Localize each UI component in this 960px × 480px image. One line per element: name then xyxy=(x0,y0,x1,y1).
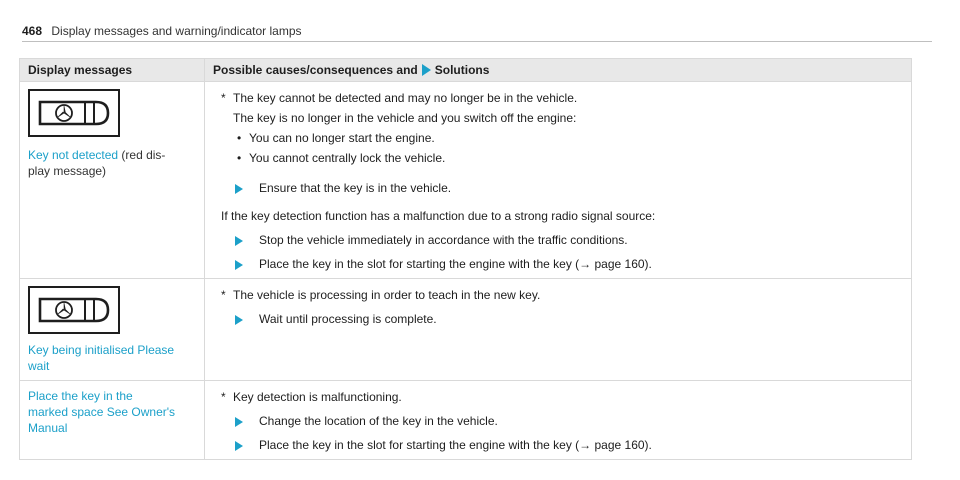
action-arrow-icon xyxy=(235,236,243,246)
causes-solutions-cell xyxy=(205,82,912,279)
page-number: 468 xyxy=(22,24,43,38)
col-causes-solutions-header xyxy=(205,59,912,82)
causes-solutions-cell xyxy=(205,279,912,381)
message-key-not-detected: Key not detected xyxy=(28,148,119,162)
bullet-marker: • xyxy=(237,131,242,145)
asterisk-marker: * xyxy=(221,91,226,105)
asterisk-marker: * xyxy=(221,288,226,302)
solution-arrow-icon xyxy=(422,64,431,76)
car-key-icon xyxy=(28,89,120,137)
table-row xyxy=(20,381,912,460)
action-step xyxy=(221,311,899,327)
action-text: Place the key in the slot for starting the engine with the key (→ page 160). xyxy=(259,438,652,452)
list-item-text: You cannot centrally lock the vehicle. xyxy=(249,151,446,165)
action-text: Place the key in the slot for starting the engine with the key (→ page 160). xyxy=(259,257,652,271)
display-message-cell xyxy=(20,381,205,460)
causes-solutions-cell xyxy=(205,381,912,460)
message-note: (red dis- play message) xyxy=(28,148,166,178)
cause-text: The vehicle is processing in order to teach in the new key. xyxy=(233,288,541,302)
display-messages-table xyxy=(19,58,912,460)
cause-item xyxy=(221,287,899,303)
action-arrow-icon xyxy=(235,417,243,427)
action-step xyxy=(221,232,899,248)
col-display-messages-header: Display messages xyxy=(20,59,205,82)
action-text: Change the location of the key in the vehicle. xyxy=(259,414,498,428)
header-divider xyxy=(22,41,932,42)
action-arrow-icon xyxy=(235,441,243,451)
action-text: Wait until processing is complete. xyxy=(259,312,437,326)
display-message-cell xyxy=(20,82,205,279)
action-step xyxy=(221,256,899,272)
action-text: Stop the vehicle immediately in accordance with the traffic conditions. xyxy=(259,233,628,247)
cause-item xyxy=(221,389,899,405)
action-text: Ensure that the key is in the vehicle. xyxy=(259,181,452,195)
message-key-being-initialised: Key being initialised Please wait xyxy=(28,343,175,373)
action-arrow-icon xyxy=(235,315,243,325)
list-item xyxy=(233,150,899,166)
cause-item xyxy=(221,90,899,166)
table-row xyxy=(20,82,912,279)
section-title: Display messages and warning/indicator lamps xyxy=(51,24,302,38)
message-place-key: Place the key in the marked space See Owner's Manual xyxy=(28,389,176,435)
table-header-row xyxy=(20,59,912,82)
car-key-icon xyxy=(28,286,120,334)
action-step xyxy=(221,437,899,453)
action-step xyxy=(221,180,899,196)
cause-text: Key detection is malfunctioning. xyxy=(233,390,402,404)
cause-continuation: The key is no longer in the vehicle and you switch off the engine: xyxy=(233,111,577,125)
asterisk-marker: * xyxy=(221,390,226,404)
display-message-cell xyxy=(20,279,205,381)
cause-text: The key cannot be detected and may no longer be in the vehicle. xyxy=(233,91,578,105)
condition-paragraph: If the key detection function has a malfunction due to a strong radio signal source: xyxy=(221,209,656,223)
action-step xyxy=(221,413,899,429)
bullet-marker: • xyxy=(237,151,242,165)
list-item-text: You can no longer start the engine. xyxy=(249,131,435,145)
col-solutions-header-label: Solutions xyxy=(434,63,490,77)
action-arrow-icon xyxy=(235,260,243,270)
action-arrow-icon xyxy=(235,184,243,194)
col-causes-header-label: Possible causes/consequences and xyxy=(213,63,418,77)
page-header xyxy=(22,24,302,38)
table-row xyxy=(20,279,912,381)
list-item xyxy=(233,130,899,146)
